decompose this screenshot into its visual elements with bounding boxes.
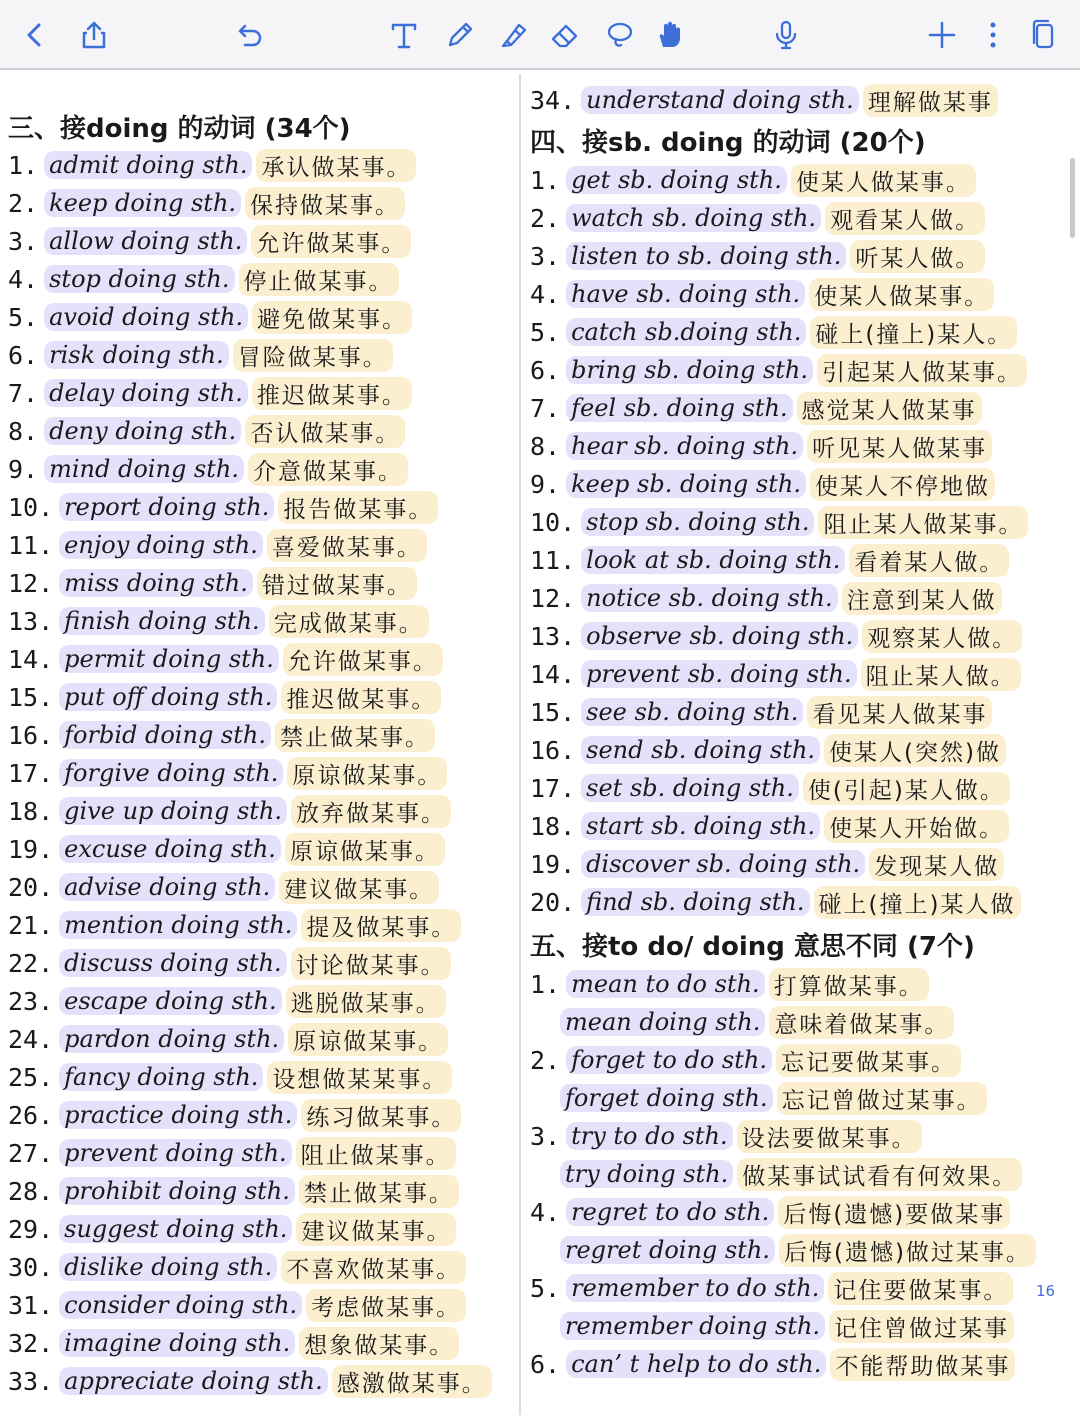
english-phrase: dislike doing sth.: [59, 1253, 277, 1281]
english-phrase: prevent doing sth.: [59, 1139, 292, 1167]
chinese-meaning: 允许做某事。: [251, 225, 411, 258]
english-phrase: understand doing sth.: [581, 86, 859, 114]
note-page: [0, 72, 1080, 1415]
list-item: [530, 1080, 987, 1116]
chinese-meaning: 放弃做某事。: [291, 795, 451, 828]
item-number: 33.: [8, 1366, 54, 1396]
item-number: 2.: [530, 203, 561, 233]
english-phrase: suggest doing sth.: [59, 1215, 292, 1243]
chinese-meaning: 阻止做某事。: [296, 1137, 456, 1170]
undo-icon[interactable]: [232, 18, 266, 52]
item-number: 1.: [530, 165, 561, 195]
list-item: [530, 428, 992, 464]
item-number: 2.: [530, 1045, 561, 1075]
item-number: 19.: [530, 849, 576, 879]
item-number: 16.: [8, 720, 54, 750]
item-number: 5.: [530, 1273, 561, 1303]
list-item: [8, 1059, 452, 1095]
item-number: 24.: [8, 1024, 54, 1054]
chinese-meaning: 引起某人做某事。: [817, 354, 1027, 387]
item-number: 5.: [8, 302, 39, 332]
english-phrase: finish doing sth.: [59, 607, 265, 635]
english-phrase: prohibit doing sth.: [59, 1177, 295, 1205]
eraser-tool-icon[interactable]: [548, 18, 582, 52]
item-number: 10.: [530, 507, 576, 537]
list-item: [8, 641, 443, 677]
chinese-meaning: 提及做某事。: [301, 909, 461, 942]
chinese-meaning: 禁止做某事。: [275, 719, 435, 752]
list-item: [8, 1211, 456, 1247]
list-item: [8, 907, 461, 943]
english-phrase: excuse doing sth.: [59, 835, 281, 863]
item-number: 20.: [8, 872, 54, 902]
list-item: [530, 770, 1010, 806]
item-number: 23.: [8, 986, 54, 1016]
item-number: 29.: [8, 1214, 54, 1244]
item-number: 31.: [8, 1290, 54, 1320]
list-item: [8, 1173, 459, 1209]
english-phrase: mean to do sth.: [566, 970, 765, 998]
english-phrase: give up doing sth.: [59, 797, 287, 825]
english-phrase: can’ t help to do sth.: [566, 1350, 826, 1378]
item-number: 13.: [8, 606, 54, 636]
english-phrase: hear sb. doing sth.: [566, 432, 803, 460]
english-phrase: try to do sth.: [566, 1122, 733, 1150]
english-phrase: see sb. doing sth.: [581, 698, 803, 726]
list-item: [530, 314, 1017, 350]
list-item: [8, 679, 441, 715]
chinese-meaning: 记住曾做过某事: [829, 1310, 1014, 1343]
english-phrase: report doing sth.: [59, 493, 274, 521]
chinese-meaning: 原谅做某事。: [285, 833, 445, 866]
list-item: [530, 82, 998, 118]
english-phrase: consider doing sth.: [59, 1291, 302, 1319]
list-item: [8, 1325, 459, 1361]
chinese-meaning: 不喜欢做某事。: [281, 1251, 466, 1284]
english-phrase: catch sb.doing sth.: [566, 318, 806, 346]
list-item: [530, 1270, 1013, 1306]
lasso-tool-icon[interactable]: [603, 18, 637, 52]
english-phrase: mention doing sth.: [59, 911, 297, 939]
english-phrase: send sb. doing sth.: [581, 736, 820, 764]
list-item: [530, 732, 1006, 768]
english-phrase: notice sb. doing sth.: [581, 584, 837, 612]
item-number: 8.: [8, 416, 39, 446]
list-item: [8, 831, 445, 867]
chinese-meaning: 设法要做某事。: [737, 1120, 922, 1153]
chinese-meaning: 冒险做某事。: [233, 339, 393, 372]
chinese-meaning: 感觉某人做某事: [797, 392, 982, 425]
chinese-meaning: 听见某人做某事: [807, 430, 992, 463]
text-tool-icon[interactable]: [387, 18, 421, 52]
item-number: 8.: [530, 431, 561, 461]
list-item: [530, 390, 982, 426]
english-phrase: bring sb. doing sth.: [566, 356, 813, 384]
english-phrase: delay doing sth.: [44, 379, 248, 407]
english-phrase: admit doing sth.: [44, 151, 252, 179]
english-phrase: fancy doing sth.: [59, 1063, 263, 1091]
list-item: [8, 755, 447, 791]
item-number: 12.: [530, 583, 576, 613]
chinese-meaning: 后悔(遗憾)要做某事: [778, 1196, 1010, 1229]
item-number: 19.: [8, 834, 54, 864]
chinese-meaning: 错过做某事。: [257, 567, 417, 600]
list-item: [530, 238, 985, 274]
english-phrase: regret to do sth.: [566, 1198, 774, 1226]
item-number: 30.: [8, 1252, 54, 1282]
english-phrase: mind doing sth.: [44, 455, 244, 483]
microphone-icon[interactable]: [769, 18, 803, 52]
app-toolbar: [0, 0, 1080, 70]
list-item: [8, 185, 405, 221]
list-item: [8, 1097, 461, 1133]
list-item: [530, 656, 1021, 692]
english-phrase: discuss doing sth.: [59, 949, 287, 977]
item-number: 1.: [8, 150, 39, 180]
list-item: [8, 261, 399, 297]
english-phrase: start sb. doing sth.: [581, 812, 820, 840]
chinese-meaning: 原谅做某事。: [287, 757, 447, 790]
list-item: [8, 489, 438, 525]
section-title-to-do-doing: 五、接to do/ doing 意思不同 (7个): [530, 931, 975, 962]
english-phrase: forbid doing sth.: [59, 721, 271, 749]
item-number: 16.: [530, 735, 576, 765]
chinese-meaning: 报告做某事。: [278, 491, 438, 524]
list-item: [8, 1249, 466, 1285]
list-item: [8, 945, 451, 981]
english-phrase: keep doing sth.: [44, 189, 241, 217]
list-item: [530, 162, 976, 198]
highlighter-tool-icon[interactable]: [497, 18, 531, 52]
english-phrase: escape doing sth.: [59, 987, 281, 1015]
chinese-meaning: 忘记曾做过某事。: [777, 1082, 987, 1115]
english-phrase: risk doing sth.: [44, 341, 229, 369]
chinese-meaning: 逃脱做某事。: [286, 985, 446, 1018]
list-item: [8, 527, 427, 563]
list-item: [530, 694, 992, 730]
chinese-meaning: 练习做某事。: [301, 1099, 461, 1132]
section-title-doing: 三、接doing 的动词 (34个): [8, 113, 351, 144]
english-phrase: mean doing sth.: [560, 1008, 765, 1036]
list-item: [8, 413, 405, 449]
item-number: 17.: [8, 758, 54, 788]
list-item: [530, 466, 995, 502]
item-number: 11.: [8, 530, 54, 560]
list-item: [530, 966, 929, 1002]
chinese-meaning: 看着某人做。: [849, 544, 1009, 577]
item-number: 26.: [8, 1100, 54, 1130]
chinese-meaning: 喜爱做某事。: [267, 529, 427, 562]
chinese-meaning: 感激做某事。: [332, 1365, 492, 1398]
chinese-meaning: 忘记要做某事。: [776, 1044, 961, 1077]
english-phrase: forget to do sth.: [566, 1046, 772, 1074]
list-item: [530, 1194, 1010, 1230]
pages-icon[interactable]: [1026, 18, 1060, 52]
chinese-meaning: 打算做某事。: [769, 968, 929, 1001]
item-number: 20.: [530, 887, 576, 917]
chinese-meaning: 想象做某事。: [299, 1327, 459, 1360]
chinese-meaning: 后悔(遗憾)做过某事。: [779, 1234, 1036, 1267]
item-number: 3.: [530, 1121, 561, 1151]
list-item: [8, 1135, 456, 1171]
english-phrase: advise doing sth.: [59, 873, 275, 901]
chinese-meaning: 听某人做。: [850, 240, 985, 273]
list-item: [530, 1346, 1015, 1382]
item-number: 15.: [8, 682, 54, 712]
list-item: [530, 1232, 1036, 1268]
chinese-meaning: 使某人不停地做: [810, 468, 995, 501]
chinese-meaning: 介意做某事。: [248, 453, 408, 486]
list-item: [8, 565, 417, 601]
list-item: [8, 337, 393, 373]
english-phrase: keep sb. doing sth.: [566, 470, 806, 498]
list-item: [8, 603, 429, 639]
english-phrase: practice doing sth.: [59, 1101, 297, 1129]
list-item: [8, 451, 408, 487]
list-item: [530, 1042, 961, 1078]
list-item: [8, 1287, 466, 1323]
list-item: [530, 352, 1027, 388]
list-item: [530, 884, 1021, 920]
chinese-meaning: 承认做某事。: [256, 149, 416, 182]
list-item: [530, 846, 1004, 882]
chinese-meaning: 碰上(撞上)某人做: [814, 886, 1021, 919]
english-phrase: discover sb. doing sth.: [581, 850, 865, 878]
chinese-meaning: 避免做某事。: [252, 301, 412, 334]
chinese-meaning: 停止做某事。: [239, 263, 399, 296]
english-phrase: feel sb. doing sth.: [566, 394, 793, 422]
list-item: [530, 200, 985, 236]
list-item: [8, 1021, 448, 1057]
list-item: [530, 808, 1009, 844]
chinese-meaning: 推迟做某事。: [252, 377, 412, 410]
english-phrase: permit doing sth.: [59, 645, 279, 673]
chevron-left-icon[interactable]: [18, 18, 52, 52]
english-phrase: appreciate doing sth.: [59, 1367, 328, 1395]
item-number: 6.: [530, 355, 561, 385]
item-number: 7.: [8, 378, 39, 408]
chinese-meaning: 观察某人做。: [862, 620, 1022, 653]
item-number: 2.: [8, 188, 39, 218]
item-number: 32.: [8, 1328, 54, 1358]
english-phrase: forget doing sth.: [560, 1084, 773, 1112]
english-phrase: try doing sth.: [560, 1160, 733, 1188]
list-item: [8, 1363, 492, 1399]
item-number: 4.: [530, 1197, 561, 1227]
english-phrase: get sb. doing sth.: [566, 166, 787, 194]
chinese-meaning: 不能帮助做某事: [830, 1348, 1015, 1381]
chinese-meaning: 看见某人做某事: [807, 696, 992, 729]
english-phrase: regret doing sth.: [560, 1236, 775, 1264]
list-item: [8, 793, 451, 829]
list-item: [530, 580, 1002, 616]
english-phrase: watch sb. doing sth.: [566, 204, 821, 232]
english-phrase: prevent sb. doing sth.: [581, 660, 856, 688]
item-number: 3.: [8, 226, 39, 256]
chinese-meaning: 使某人做某事。: [809, 278, 994, 311]
chinese-meaning: 否认做某事。: [245, 415, 405, 448]
english-phrase: look at sb. doing sth.: [581, 546, 845, 574]
item-number: 7.: [530, 393, 561, 423]
english-phrase: put off doing sth.: [59, 683, 277, 711]
english-phrase: deny doing sth.: [44, 417, 241, 445]
chinese-meaning: 讨论做某事。: [291, 947, 451, 980]
item-number: 34.: [530, 85, 576, 115]
chinese-meaning: 注意到某人做: [842, 582, 1002, 615]
list-item: [530, 618, 1022, 654]
chinese-meaning: 保持做某事。: [245, 187, 405, 220]
english-phrase: imagine doing sth.: [59, 1329, 295, 1357]
list-item: [8, 299, 412, 335]
item-number: 6.: [8, 340, 39, 370]
item-number: 14.: [8, 644, 54, 674]
item-number: 17.: [530, 773, 576, 803]
item-number: 27.: [8, 1138, 54, 1168]
english-phrase: allow doing sth.: [44, 227, 247, 255]
item-number: 9.: [8, 454, 39, 484]
item-number: 12.: [8, 568, 54, 598]
english-phrase: avoid doing sth.: [44, 303, 248, 331]
hand-tool-icon[interactable]: [653, 18, 687, 52]
english-phrase: set sb. doing sth.: [581, 774, 799, 802]
chinese-meaning: 建议做某事。: [279, 871, 439, 904]
item-number: 13.: [530, 621, 576, 651]
chinese-meaning: 使某人开始做。: [824, 810, 1009, 843]
item-number: 28.: [8, 1176, 54, 1206]
english-phrase: pardon doing sth.: [59, 1025, 284, 1053]
item-number: 21.: [8, 910, 54, 940]
item-number: 15.: [530, 697, 576, 727]
english-phrase: find sb. doing sth.: [581, 888, 809, 916]
item-number: 10.: [8, 492, 54, 522]
chinese-meaning: 设想做某某事。: [267, 1061, 452, 1094]
section-title-sb-doing: 四、接sb. doing 的动词 (20个): [530, 127, 926, 158]
chinese-meaning: 观看某人做。: [825, 202, 985, 235]
english-phrase: enjoy doing sth.: [59, 531, 263, 559]
item-number: 1.: [530, 969, 561, 999]
chinese-meaning: 阻止某人做。: [861, 658, 1021, 691]
chinese-meaning: 允许做某事。: [283, 643, 443, 676]
item-number: 5.: [530, 317, 561, 347]
list-item: [8, 223, 411, 259]
list-item: [8, 147, 416, 183]
english-phrase: stop doing sth.: [44, 265, 234, 293]
item-number: 3.: [530, 241, 561, 271]
english-phrase: have sb. doing sth.: [566, 280, 805, 308]
chinese-meaning: 阻止某人做某事。: [818, 506, 1028, 539]
more-vertical-icon[interactable]: [976, 18, 1010, 52]
chinese-meaning: 使(引起)某人做。: [803, 772, 1010, 805]
chinese-meaning: 禁止做某事。: [299, 1175, 459, 1208]
list-item: [530, 1308, 1014, 1344]
list-item: [8, 375, 412, 411]
chinese-meaning: 建议做某事。: [296, 1213, 456, 1246]
add-icon[interactable]: [925, 18, 959, 52]
english-phrase: observe sb. doing sth.: [581, 622, 858, 650]
english-phrase: stop sb. doing sth.: [581, 508, 814, 536]
chinese-meaning: 记住要做某事。: [828, 1272, 1013, 1305]
item-number: 6.: [530, 1349, 561, 1379]
chinese-meaning: 使某人(突然)做: [824, 734, 1006, 767]
chinese-meaning: 做某事试试看有何效果。: [737, 1158, 1022, 1191]
list-item: [8, 983, 446, 1019]
chinese-meaning: 使某人做某事。: [791, 164, 976, 197]
english-phrase: miss doing sth.: [59, 569, 253, 597]
chinese-meaning: 考虑做某事。: [306, 1289, 466, 1322]
list-item: [530, 1004, 954, 1040]
item-number: 22.: [8, 948, 54, 978]
chinese-meaning: 发现某人做: [869, 848, 1004, 881]
item-number: 4.: [8, 264, 39, 294]
list-item: [8, 717, 435, 753]
list-item: [530, 504, 1028, 540]
item-number: 25.: [8, 1062, 54, 1092]
chinese-meaning: 理解做某事: [863, 84, 998, 117]
share-icon[interactable]: [77, 18, 111, 52]
english-phrase: remember to do sth.: [566, 1274, 824, 1302]
chinese-meaning: 推迟做某事。: [281, 681, 441, 714]
item-number: 4.: [530, 279, 561, 309]
item-number: 11.: [530, 545, 576, 575]
chinese-meaning: 碰上(撞上)某人。: [810, 316, 1017, 349]
chinese-meaning: 原谅做某事。: [288, 1023, 448, 1056]
chinese-meaning: 完成做某事。: [269, 605, 429, 638]
english-phrase: listen to sb. doing sth.: [566, 242, 846, 270]
chinese-meaning: 意味着做某事。: [769, 1006, 954, 1039]
list-item: [530, 1118, 922, 1154]
item-number: 9.: [530, 469, 561, 499]
list-item: [8, 869, 439, 905]
english-phrase: remember doing sth.: [560, 1312, 825, 1340]
english-phrase: forgive doing sth.: [59, 759, 283, 787]
list-item: [530, 276, 994, 312]
list-item: [530, 1156, 1022, 1192]
item-number: 18.: [530, 811, 576, 841]
item-number: 14.: [530, 659, 576, 689]
pen-tool-icon[interactable]: [443, 18, 477, 52]
page-number: 16: [1036, 1282, 1056, 1300]
item-number: 18.: [8, 796, 54, 826]
list-item: [530, 542, 1009, 578]
